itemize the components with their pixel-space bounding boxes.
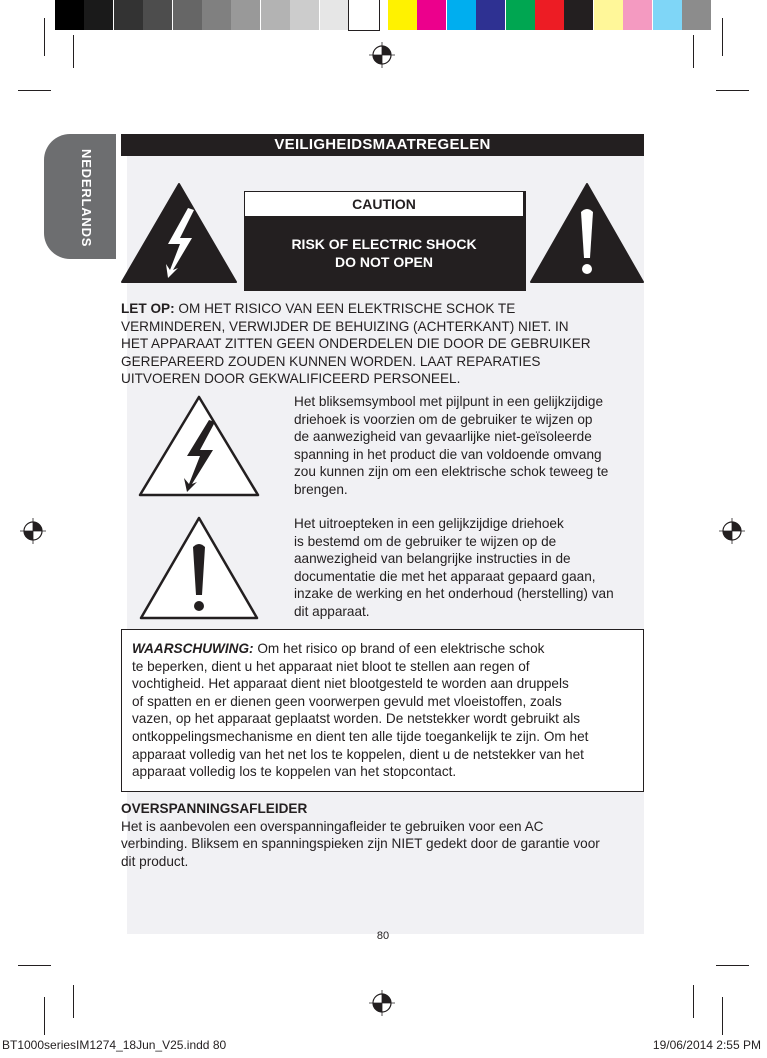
- description-line: dit apparaat.: [294, 603, 370, 619]
- color-swatch: [114, 0, 144, 30]
- crop-mark: [722, 18, 723, 56]
- crop-mark: [44, 997, 45, 1035]
- color-swatch: [320, 0, 350, 30]
- color-swatch: [653, 0, 683, 30]
- surge-section: [121, 800, 641, 870]
- footer-filename: BT1000seriesIM1274_18Jun_V25.indd 80: [2, 1038, 227, 1052]
- color-swatch: [143, 0, 173, 30]
- footer-timestamp: 19/06/2014 2:55 PM: [652, 1038, 761, 1052]
- color-swatch: [261, 0, 291, 30]
- color-swatch: [594, 0, 624, 30]
- registration-target-icon: [20, 518, 46, 544]
- color-swatch: [84, 0, 114, 30]
- crop-mark: [693, 985, 694, 1018]
- crop-mark: [18, 965, 51, 966]
- description-line: de aanwezigheid van gevaarlijke niet-geïsoleerde: [294, 429, 592, 445]
- warning-line: te beperken, dient u het apparaat niet bloot te stellen aan regen of: [132, 658, 530, 674]
- crop-mark: [73, 985, 74, 1018]
- language-tab-label: NEDERLANDS: [79, 148, 94, 248]
- description-line: Het uitroepteken in een gelijkzijdige driehoek: [294, 516, 564, 531]
- caution-line: DO NOT OPEN: [334, 254, 433, 270]
- lightning-warning-icon: [120, 182, 238, 284]
- notice-line: VERMINDEREN, VERWIJDER DE BEHUIZING (ACHTERKANT) NIET. IN: [121, 318, 569, 334]
- registration-target-icon: [369, 990, 395, 1016]
- color-swatch: [564, 0, 594, 30]
- registration-target-icon: [719, 518, 745, 544]
- crop-mark: [722, 997, 723, 1035]
- surge-line: dit product.: [121, 853, 189, 869]
- section-title: VEILIGHEIDSMAATREGELEN: [121, 134, 644, 156]
- notice-paragraph: [121, 300, 641, 388]
- notice-line: HET APPARAAT ZITTEN GEEN ONDERDELEN DIE DOOR DE GEBRUIKER: [121, 336, 591, 352]
- exclamation-outline-icon: [138, 515, 260, 621]
- description-line: is bestemd om de gebruiker te wijzen op de: [294, 533, 557, 549]
- warning-line: apparaat volledig los te koppelen van het stopcontact.: [132, 764, 457, 780]
- color-swatch: [349, 0, 379, 30]
- caution-message: [245, 235, 523, 271]
- lightning-description: [294, 393, 640, 499]
- warning-line: vazen, op het apparaat geplaatst worden. De netstekker wordt gebruikt als: [132, 711, 581, 727]
- notice-line: GEREPAREERD ZOUDEN KUNNEN WORDEN. LAAT REPARATIES: [121, 353, 541, 369]
- color-swatch: [417, 0, 447, 30]
- color-swatch-row: [388, 0, 710, 31]
- caution-line: RISK OF ELECTRIC SHOCK: [291, 236, 477, 252]
- color-swatch: [55, 0, 85, 30]
- description-line: inzake de werking en het onderhoud (herstelling) van: [294, 586, 614, 602]
- crop-mark: [716, 90, 749, 91]
- color-swatch: [623, 0, 653, 30]
- warning-line: WAARSCHUWING: Om het risico op brand of een elektrische schok: [132, 641, 545, 656]
- warning-paragraph: [132, 640, 638, 781]
- surge-line: Het is aanbevolen een overspanningafleider te gebruiken voor een AC: [121, 818, 544, 834]
- color-swatch: [535, 0, 565, 30]
- description-line: brengen.: [294, 481, 348, 497]
- gray-swatch-row: [55, 0, 380, 31]
- description-line: driehoek is voorzien om de gebruiker te wijzen op: [294, 411, 593, 427]
- crop-mark: [73, 35, 74, 68]
- color-swatch: [447, 0, 477, 30]
- description-line: Het bliksemsymbool met pijlpunt in een gelijkzijdige: [294, 394, 604, 409]
- warning-line: apparaat volledig van het net los te koppelen, dient u de netstekker van het: [132, 746, 584, 762]
- color-swatch: [506, 0, 536, 30]
- surge-line: verbinding. Bliksem en spanningspieken zijn NIET gedekt door de garantie voor: [121, 836, 600, 852]
- surge-title: OVERSPANNINGSAFLEIDER: [121, 801, 308, 816]
- notice-line: LET OP: OM HET RISICO VAN EEN ELEKTRISCHE SCHOK TE: [121, 301, 516, 316]
- warning-line: vochtigheid. Het apparaat dient niet blootgesteld te worden aan druppels: [132, 676, 569, 692]
- warning-line: of spatten en er dienen geen voorwerpen gevuld met vloeistoffen, zoals: [132, 693, 562, 709]
- color-swatch: [290, 0, 320, 30]
- lightning-outline-icon: [137, 394, 261, 498]
- color-swatch: [202, 0, 232, 30]
- color-swatch: [682, 0, 712, 30]
- warning-line: ontkoppelingsmechanisme en dient ten alle tijde toegankelijk te zijn. Om het: [132, 728, 589, 744]
- description-line: aanwezigheid van belangrijke instructies in de: [294, 551, 571, 567]
- notice-lead: LET OP:: [121, 301, 175, 316]
- exclamation-description: [294, 515, 640, 621]
- page-number: 80: [376, 930, 390, 942]
- registration-target-icon: [369, 42, 395, 68]
- description-line: zou kunnen zijn om een elektrische schok teweeg te: [294, 464, 609, 480]
- description-line: documentatie die met het apparaat gepaard gaan,: [294, 568, 596, 584]
- crop-mark: [44, 18, 45, 56]
- color-swatch: [173, 0, 203, 30]
- description-line: spanning in het product die van voldoende omvang: [294, 446, 602, 462]
- notice-line: UITVOEREN DOOR GEKWALIFICEERD PERSONEEL.: [121, 371, 461, 387]
- crop-mark: [18, 90, 51, 91]
- crop-mark: [693, 35, 694, 68]
- color-swatch: [476, 0, 506, 30]
- exclamation-warning-icon: [529, 182, 645, 284]
- color-swatch: [388, 0, 418, 30]
- color-swatch: [231, 0, 261, 30]
- crop-mark: [716, 965, 749, 966]
- caution-heading: CAUTION: [245, 192, 523, 216]
- warning-lead: WAARSCHUWING:: [132, 641, 254, 656]
